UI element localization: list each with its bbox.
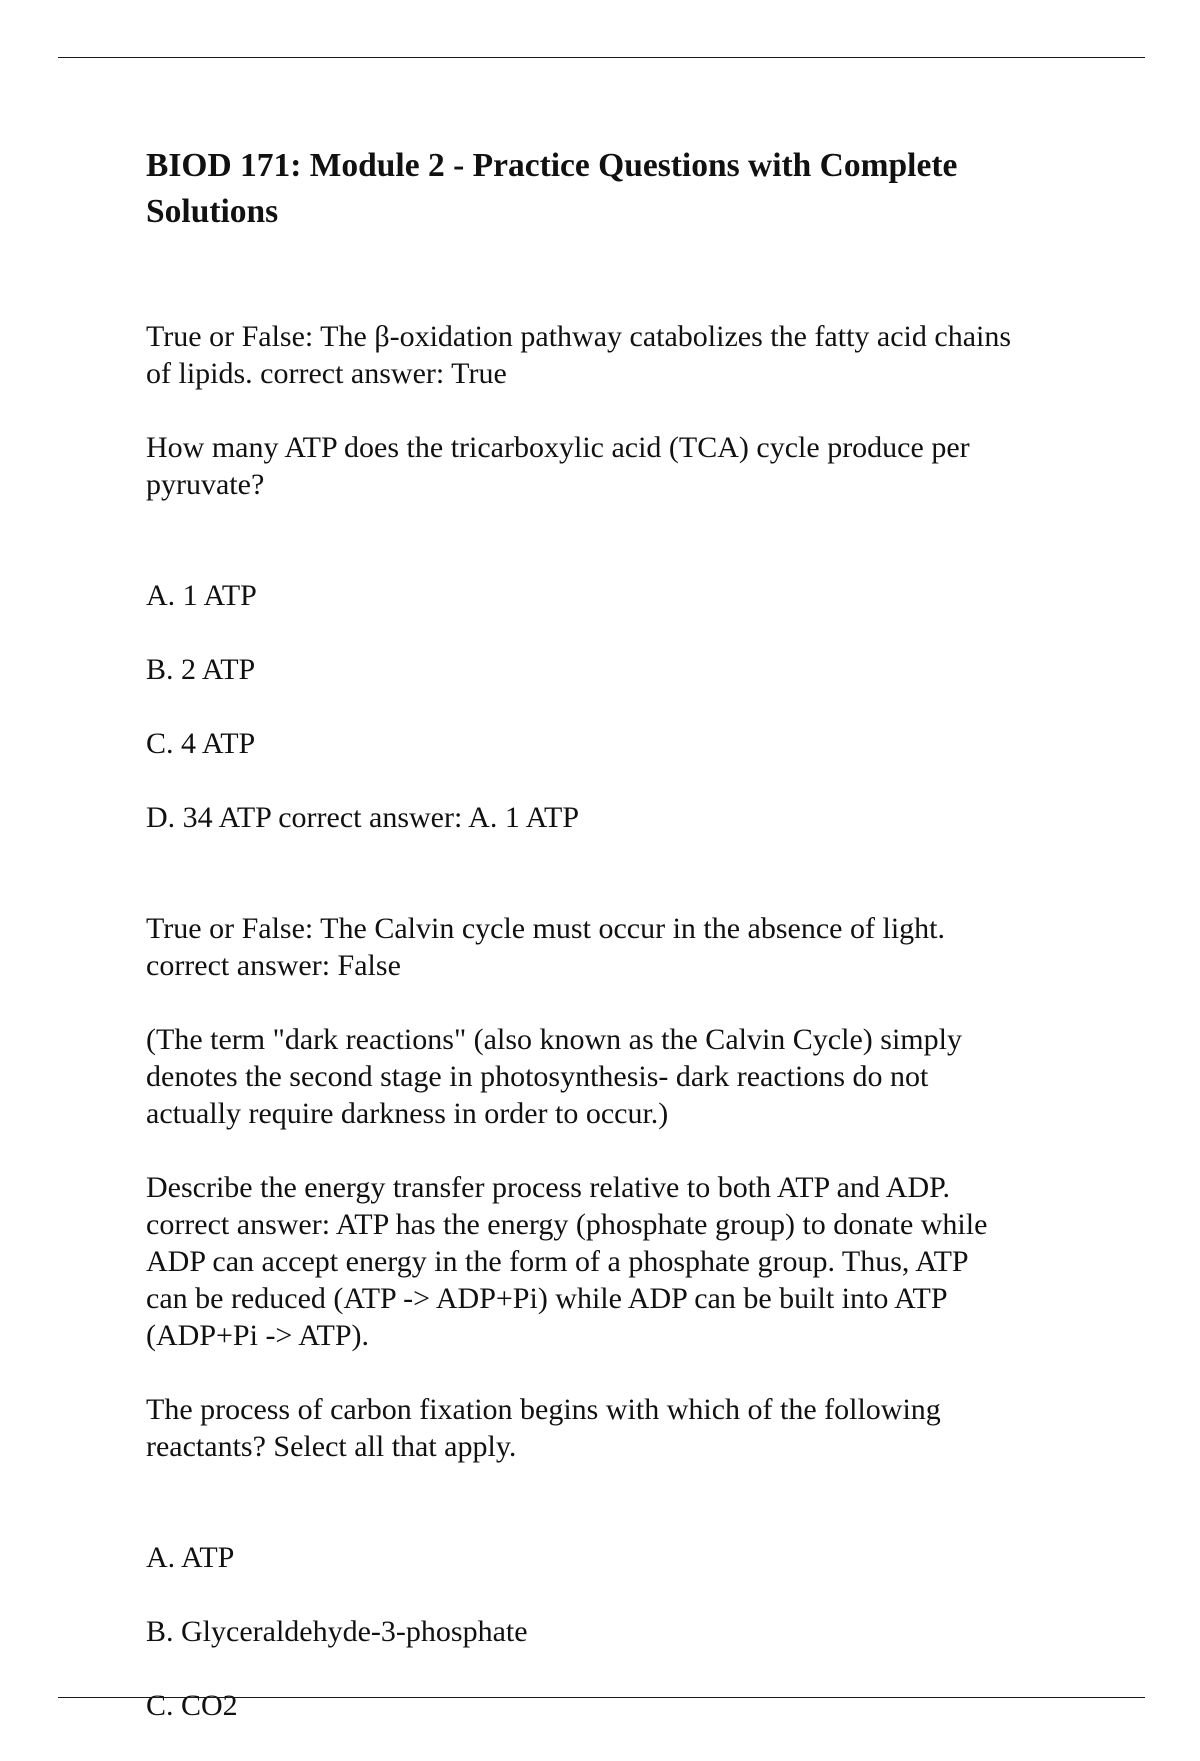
question-2-options bbox=[146, 540, 1106, 873]
question-5: The process of carbon fixation begins with which of the following reactants? Select all that apply. bbox=[146, 1393, 941, 1463]
question-2: How many ATP does the tricarboxylic acid (TCA) cycle produce per pyruvate? bbox=[146, 431, 970, 501]
option-b: B. Glyceraldehyde-3-phosphate bbox=[146, 1615, 528, 1648]
option-d: D. 34 ATP correct answer: A. 1 ATP bbox=[146, 801, 580, 834]
option-a: A. ATP bbox=[146, 1541, 235, 1574]
question-1: True or False: The β-oxidation pathway catabolizes the fatty acid chains of lipids. correct answer: True bbox=[146, 320, 1012, 390]
question-3: True or False: The Calvin cycle must occur in the absence of light. correct answer: False bbox=[146, 912, 945, 982]
header-rule bbox=[58, 57, 1145, 58]
document-body bbox=[146, 143, 1106, 1761]
option-a: A. 1 ATP bbox=[146, 579, 257, 612]
option-b: B. 2 ATP bbox=[146, 653, 256, 686]
option-c: C. 4 ATP bbox=[146, 727, 256, 760]
question-4: Describe the energy transfer process relative to both ATP and ADP. correct answer: ATP has the energy (phosphate group) to donate while ADP can accept energy in the form of a phosphate group. Thus, ATP can be reduced (ATP -> ADP+Pi) while ADP can be built into ATP (ADP+Pi -> ATP). bbox=[146, 1171, 988, 1352]
footer-rule bbox=[58, 1697, 1145, 1698]
option-c: C. CO2 bbox=[146, 1689, 238, 1722]
question-3-note: (The term "dark reactions" (also known as the Calvin Cycle) simply denotes the second stage in photosynthesis- dark reactions do not actually require darkness in order to occur.) bbox=[146, 1023, 962, 1130]
question-5-options bbox=[146, 1502, 1106, 1761]
document-title: BIOD 171: Module 2 - Practice Questions with Complete Solutions bbox=[146, 147, 958, 230]
